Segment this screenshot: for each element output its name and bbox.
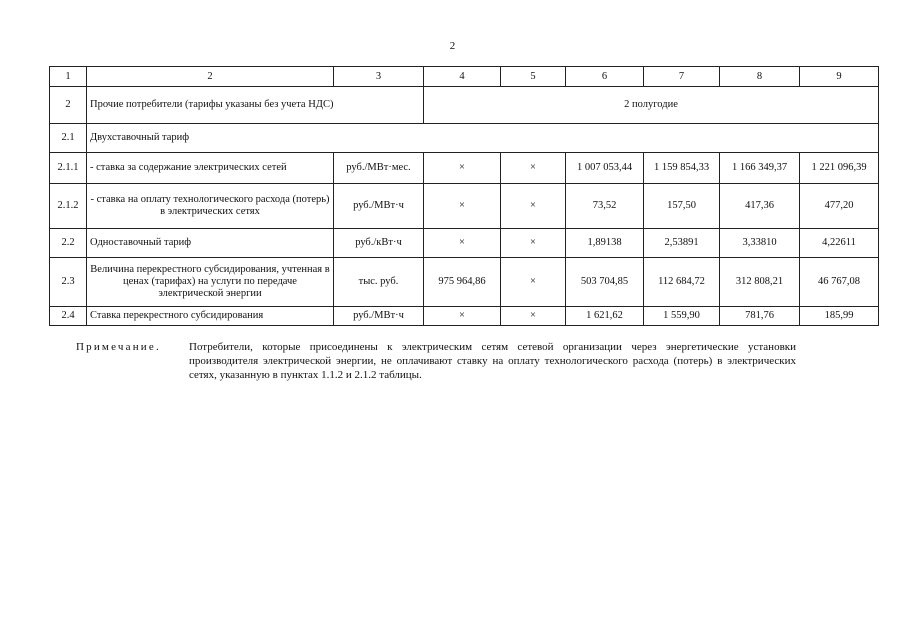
table-row: [50, 153, 879, 184]
table-header-row: [50, 67, 879, 87]
row-number: 2.1: [50, 124, 87, 153]
row-number: 2: [50, 87, 87, 124]
value-cell: ×: [501, 258, 566, 307]
value-cell: 46 767,08: [800, 258, 879, 307]
value-cell: ×: [424, 184, 501, 229]
value-cell: 3,33810: [720, 229, 800, 258]
row-number: 2.1.1: [50, 153, 87, 184]
value-cell: 1 621,62: [566, 307, 644, 326]
table-row: [50, 124, 879, 153]
header-cell: 4: [424, 67, 501, 87]
note-label: Примечание.: [76, 341, 161, 353]
row-number: 2.3: [50, 258, 87, 307]
value-cell: ×: [424, 229, 501, 258]
value-cell: 1 559,90: [644, 307, 720, 326]
value-cell: 975 964,86: [424, 258, 501, 307]
row-name: - ставка на оплату технологического расхода (потерь) в электрических сетях: [87, 184, 334, 229]
value-cell: 1 221 096,39: [800, 153, 879, 184]
table-row: [50, 87, 879, 124]
value-cell: ×: [424, 307, 501, 326]
period-cell: 2 полугодие: [424, 87, 879, 124]
row-name: Прочие потребители (тарифы указаны без учета НДС): [87, 87, 424, 124]
table-row: [50, 307, 879, 326]
value-cell: ×: [501, 307, 566, 326]
tariff-table: [49, 66, 879, 326]
page-number: 2: [449, 40, 456, 52]
header-cell: 8: [720, 67, 800, 87]
value-cell: ×: [501, 153, 566, 184]
row-name: - ставка за содержание электрических сетей: [87, 153, 334, 184]
unit-cell: руб./МВт·ч: [334, 307, 424, 326]
row-name: Одноставочный тариф: [87, 229, 334, 258]
header-cell: 2: [87, 67, 334, 87]
value-cell: 157,50: [644, 184, 720, 229]
row-number: 2.2: [50, 229, 87, 258]
value-cell: 1 166 349,37: [720, 153, 800, 184]
header-cell: 9: [800, 67, 879, 87]
unit-cell: руб./МВт·мес.: [334, 153, 424, 184]
table-row: [50, 184, 879, 229]
row-name: Ставка перекрестного субсидирования: [87, 307, 334, 326]
value-cell: 1 159 854,33: [644, 153, 720, 184]
value-cell: 503 704,85: [566, 258, 644, 307]
row-name: Двухставочный тариф: [87, 124, 879, 153]
value-cell: 73,52: [566, 184, 644, 229]
row-number: 2.1.2: [50, 184, 87, 229]
header-cell: 3: [334, 67, 424, 87]
unit-cell: руб./кВт·ч: [334, 229, 424, 258]
value-cell: 185,99: [800, 307, 879, 326]
value-cell: ×: [501, 184, 566, 229]
value-cell: 417,36: [720, 184, 800, 229]
value-cell: 1,89138: [566, 229, 644, 258]
unit-cell: тыс. руб.: [334, 258, 424, 307]
value-cell: 477,20: [800, 184, 879, 229]
header-cell: 5: [501, 67, 566, 87]
value-cell: 4,22611: [800, 229, 879, 258]
row-number: 2.4: [50, 307, 87, 326]
value-cell: 312 808,21: [720, 258, 800, 307]
value-cell: ×: [424, 153, 501, 184]
table-row: [50, 229, 879, 258]
value-cell: 112 684,72: [644, 258, 720, 307]
unit-cell: руб./МВт·ч: [334, 184, 424, 229]
header-cell: 6: [566, 67, 644, 87]
row-name: Величина перекрестного субсидирования, учтенная в ценах (тарифах) на услуги по передаче электрической энергии: [87, 258, 334, 307]
header-cell: 7: [644, 67, 720, 87]
value-cell: 2,53891: [644, 229, 720, 258]
value-cell: 1 007 053,44: [566, 153, 644, 184]
table-row: [50, 258, 879, 307]
value-cell: ×: [501, 229, 566, 258]
header-cell: 1: [50, 67, 87, 87]
note-text: Потребители, которые присоединены к электрическим сетям сетевой организации через энергетические установки производителя электрической энергии, не оплачивают ставку на оплату технологического расхода (потерь) в электрических сетях, указанную в пунктах 1.1.2 и 2.1.2 таблицы.: [189, 341, 796, 381]
value-cell: 781,76: [720, 307, 800, 326]
